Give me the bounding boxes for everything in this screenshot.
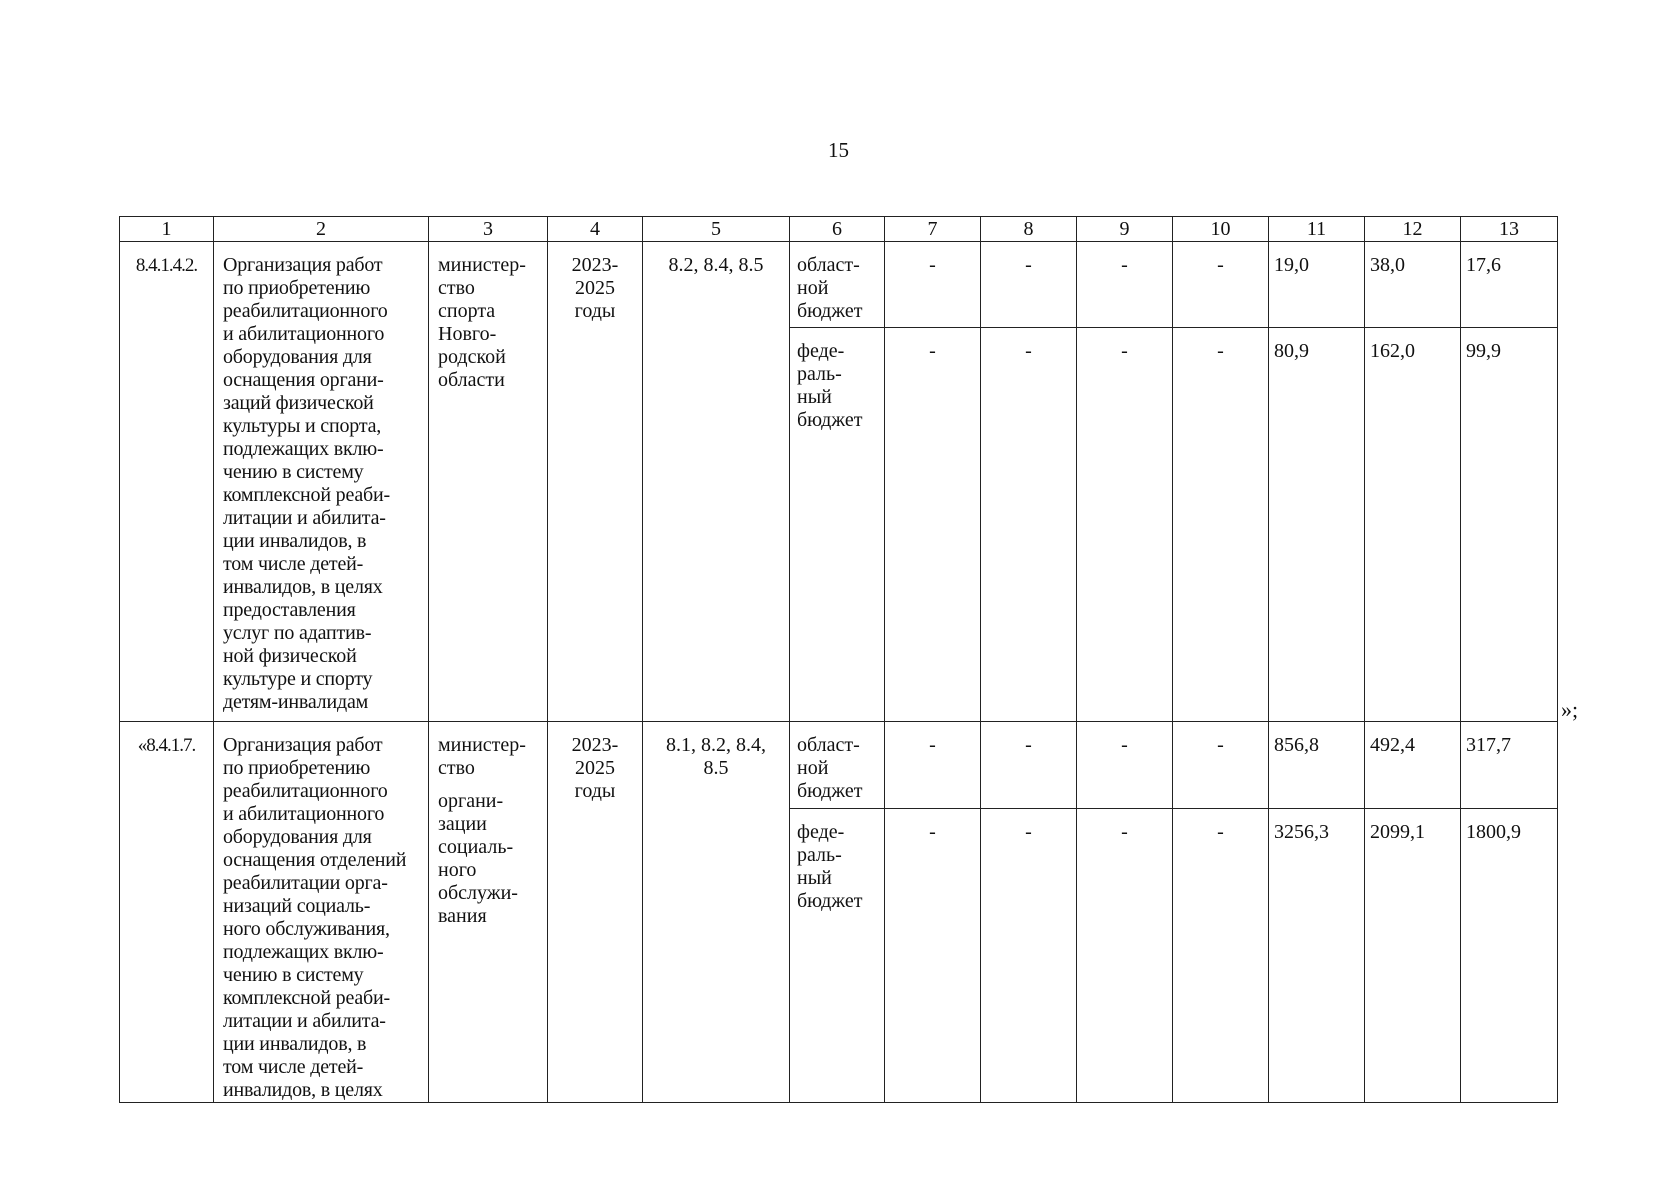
value-cell: 17,6 bbox=[1461, 242, 1558, 328]
value-cell: - bbox=[885, 809, 981, 1103]
text-line: ной физической bbox=[223, 645, 357, 667]
value-cell: - bbox=[1077, 328, 1173, 722]
header-cell: 11 bbox=[1269, 217, 1365, 242]
text-line: литации и абилита- bbox=[223, 507, 386, 529]
value-cell: 492,4 bbox=[1365, 722, 1461, 809]
header-cell: 5 bbox=[643, 217, 790, 242]
text-line: вания bbox=[438, 905, 487, 927]
text-line: област- bbox=[797, 734, 860, 756]
header-cell: 4 bbox=[548, 217, 643, 242]
funding-source bbox=[790, 722, 885, 809]
text-line: Организация работ bbox=[223, 254, 383, 276]
text-line: феде- bbox=[797, 340, 845, 362]
header-cell: 9 bbox=[1077, 217, 1173, 242]
value-cell: - bbox=[885, 242, 981, 328]
text-line: социаль- bbox=[438, 836, 514, 858]
value-cell: - bbox=[1173, 328, 1269, 722]
value-cell: - bbox=[885, 328, 981, 722]
header-cell: 6 bbox=[790, 217, 885, 242]
item-indicators bbox=[643, 242, 790, 722]
funding-source bbox=[790, 809, 885, 1103]
item-name bbox=[214, 242, 429, 722]
item-number: «8.4.1.7. bbox=[120, 722, 214, 1103]
text-line: комплексной реаби- bbox=[223, 484, 390, 506]
text-line: области bbox=[438, 369, 505, 391]
text-line: литации и абилита- bbox=[223, 1010, 386, 1032]
value-cell: - bbox=[981, 328, 1077, 722]
value-cell: - bbox=[1173, 722, 1269, 809]
header-cell: 7 bbox=[885, 217, 981, 242]
text-line: подлежащих вклю- bbox=[223, 941, 384, 963]
text-line: комплексной реаби- bbox=[223, 987, 390, 1009]
text-line: ции инвалидов, в bbox=[223, 530, 367, 552]
item-term bbox=[548, 722, 643, 1103]
header-cell: 10 bbox=[1173, 217, 1269, 242]
page-number: 15 bbox=[828, 138, 849, 162]
value-cell: - bbox=[981, 722, 1077, 809]
text-line: област- bbox=[797, 254, 860, 276]
text-line: Новго- bbox=[438, 323, 497, 345]
text-line: оснащения органи- bbox=[223, 369, 384, 391]
text-line: инвалидов, в целях bbox=[223, 1079, 383, 1101]
text-line: оснащения отделений bbox=[223, 849, 407, 871]
text-line: реабилитационного bbox=[223, 780, 388, 802]
text-line: ной bbox=[797, 757, 829, 779]
header-cell: 1 bbox=[120, 217, 214, 242]
header-cell: 3 bbox=[429, 217, 548, 242]
text-line: и абилитационного bbox=[223, 803, 385, 825]
text-line: родской bbox=[438, 346, 506, 368]
text-line: том числе детей- bbox=[223, 553, 364, 575]
text-line: подлежащих вклю- bbox=[223, 438, 384, 460]
item-number: 8.4.1.4.2. bbox=[120, 242, 214, 722]
text-line: инвалидов, в целях bbox=[223, 576, 383, 598]
closing-quote: »; bbox=[1561, 697, 1579, 722]
value-cell: - bbox=[1173, 242, 1269, 328]
text-line: культуры и спорта, bbox=[223, 415, 382, 437]
text-line: ный bbox=[797, 867, 832, 890]
text-line: феде- bbox=[797, 821, 845, 844]
text-line: министер- bbox=[438, 254, 526, 276]
value-cell: 317,7 bbox=[1461, 722, 1558, 809]
text-line: раль- bbox=[797, 363, 842, 385]
text-line: 2025 bbox=[575, 757, 615, 779]
table-row bbox=[120, 722, 1558, 809]
text-line: детям-инвалидам bbox=[223, 691, 369, 713]
item-term bbox=[548, 242, 643, 722]
text-line: низаций социаль- bbox=[223, 895, 371, 917]
executor-primary bbox=[438, 734, 543, 780]
item-executor bbox=[429, 722, 548, 1103]
value-cell: 38,0 bbox=[1365, 242, 1461, 328]
item-executor bbox=[429, 242, 548, 722]
text-line: ный bbox=[797, 386, 832, 408]
text-line: 8.2, 8.4, 8.5 bbox=[668, 254, 764, 276]
text-line: ции инвалидов, в bbox=[223, 1033, 367, 1055]
header-cell: 2 bbox=[214, 217, 429, 242]
table-row bbox=[120, 242, 1558, 328]
text-line: оборудования для bbox=[223, 826, 372, 848]
text-line: ной bbox=[797, 277, 829, 299]
text-line: ство bbox=[438, 277, 475, 299]
value-cell: 2099,1 bbox=[1365, 809, 1461, 1103]
text-line: 8.5 bbox=[703, 757, 729, 779]
text-line: том числе детей- bbox=[223, 1056, 364, 1078]
text-line: услуг по адаптив- bbox=[223, 622, 372, 644]
text-line: ного обслуживания, bbox=[223, 918, 390, 940]
funding-source bbox=[790, 242, 885, 328]
header-row bbox=[120, 217, 1558, 242]
header-cell: 12 bbox=[1365, 217, 1461, 242]
measures-table bbox=[119, 216, 1558, 1103]
text-line: 2023- bbox=[571, 254, 619, 276]
text-line: и абилитационного bbox=[223, 323, 385, 345]
value-cell: - bbox=[981, 242, 1077, 328]
text-line: оборудования для bbox=[223, 346, 372, 368]
text-line: заций физической bbox=[223, 392, 374, 414]
value-cell: 19,0 bbox=[1269, 242, 1365, 328]
value-cell: - bbox=[981, 809, 1077, 1103]
text-line: по приобретению bbox=[223, 277, 371, 299]
text-line: обслужи- bbox=[438, 882, 518, 904]
text-line: Организация работ bbox=[223, 734, 383, 756]
value-cell: - bbox=[1077, 809, 1173, 1103]
header-cell: 8 bbox=[981, 217, 1077, 242]
text-line: 2025 bbox=[575, 277, 615, 299]
value-cell: 162,0 bbox=[1365, 328, 1461, 722]
value-cell: 99,9 bbox=[1461, 328, 1558, 722]
text-line: зации bbox=[438, 813, 487, 835]
item-indicators bbox=[643, 722, 790, 1103]
text-line: органи- bbox=[438, 790, 504, 812]
text-line: 2023- bbox=[571, 734, 619, 756]
text-line: 8.1, 8.2, 8.4, bbox=[666, 734, 766, 756]
value-cell: 3256,3 bbox=[1269, 809, 1365, 1103]
value-cell: - bbox=[1173, 809, 1269, 1103]
text-line: бюджет bbox=[797, 300, 863, 322]
text-line: ство bbox=[438, 757, 475, 779]
text-line: бюджет bbox=[797, 780, 863, 802]
text-line: министер- bbox=[438, 734, 526, 756]
value-cell: - bbox=[1077, 242, 1173, 328]
text-line: бюджет bbox=[797, 409, 863, 431]
text-line: реабилитации орга- bbox=[223, 872, 388, 894]
value-cell: - bbox=[885, 722, 981, 809]
text-line: раль- bbox=[797, 844, 842, 867]
text-line: ного bbox=[438, 859, 477, 881]
text-line: чению в систему bbox=[223, 461, 364, 483]
text-line: реабилитационного bbox=[223, 300, 388, 322]
item-name bbox=[214, 722, 429, 1103]
text-line: предоставления bbox=[223, 599, 356, 621]
text-line: культуре и спорту bbox=[223, 668, 373, 690]
value-cell: 80,9 bbox=[1269, 328, 1365, 722]
funding-source bbox=[790, 328, 885, 722]
text-line: чению в систему bbox=[223, 964, 364, 986]
header-cell: 13 bbox=[1461, 217, 1558, 242]
executor-secondary bbox=[438, 790, 543, 928]
value-cell: 1800,9 bbox=[1461, 809, 1558, 1103]
text-line: по приобретению bbox=[223, 757, 371, 779]
text-line: спорта bbox=[438, 300, 496, 322]
text-line: бюджет bbox=[797, 890, 863, 913]
value-cell: - bbox=[1077, 722, 1173, 809]
text-line: годы bbox=[574, 300, 616, 322]
text-line: годы bbox=[574, 780, 616, 802]
value-cell: 856,8 bbox=[1269, 722, 1365, 809]
